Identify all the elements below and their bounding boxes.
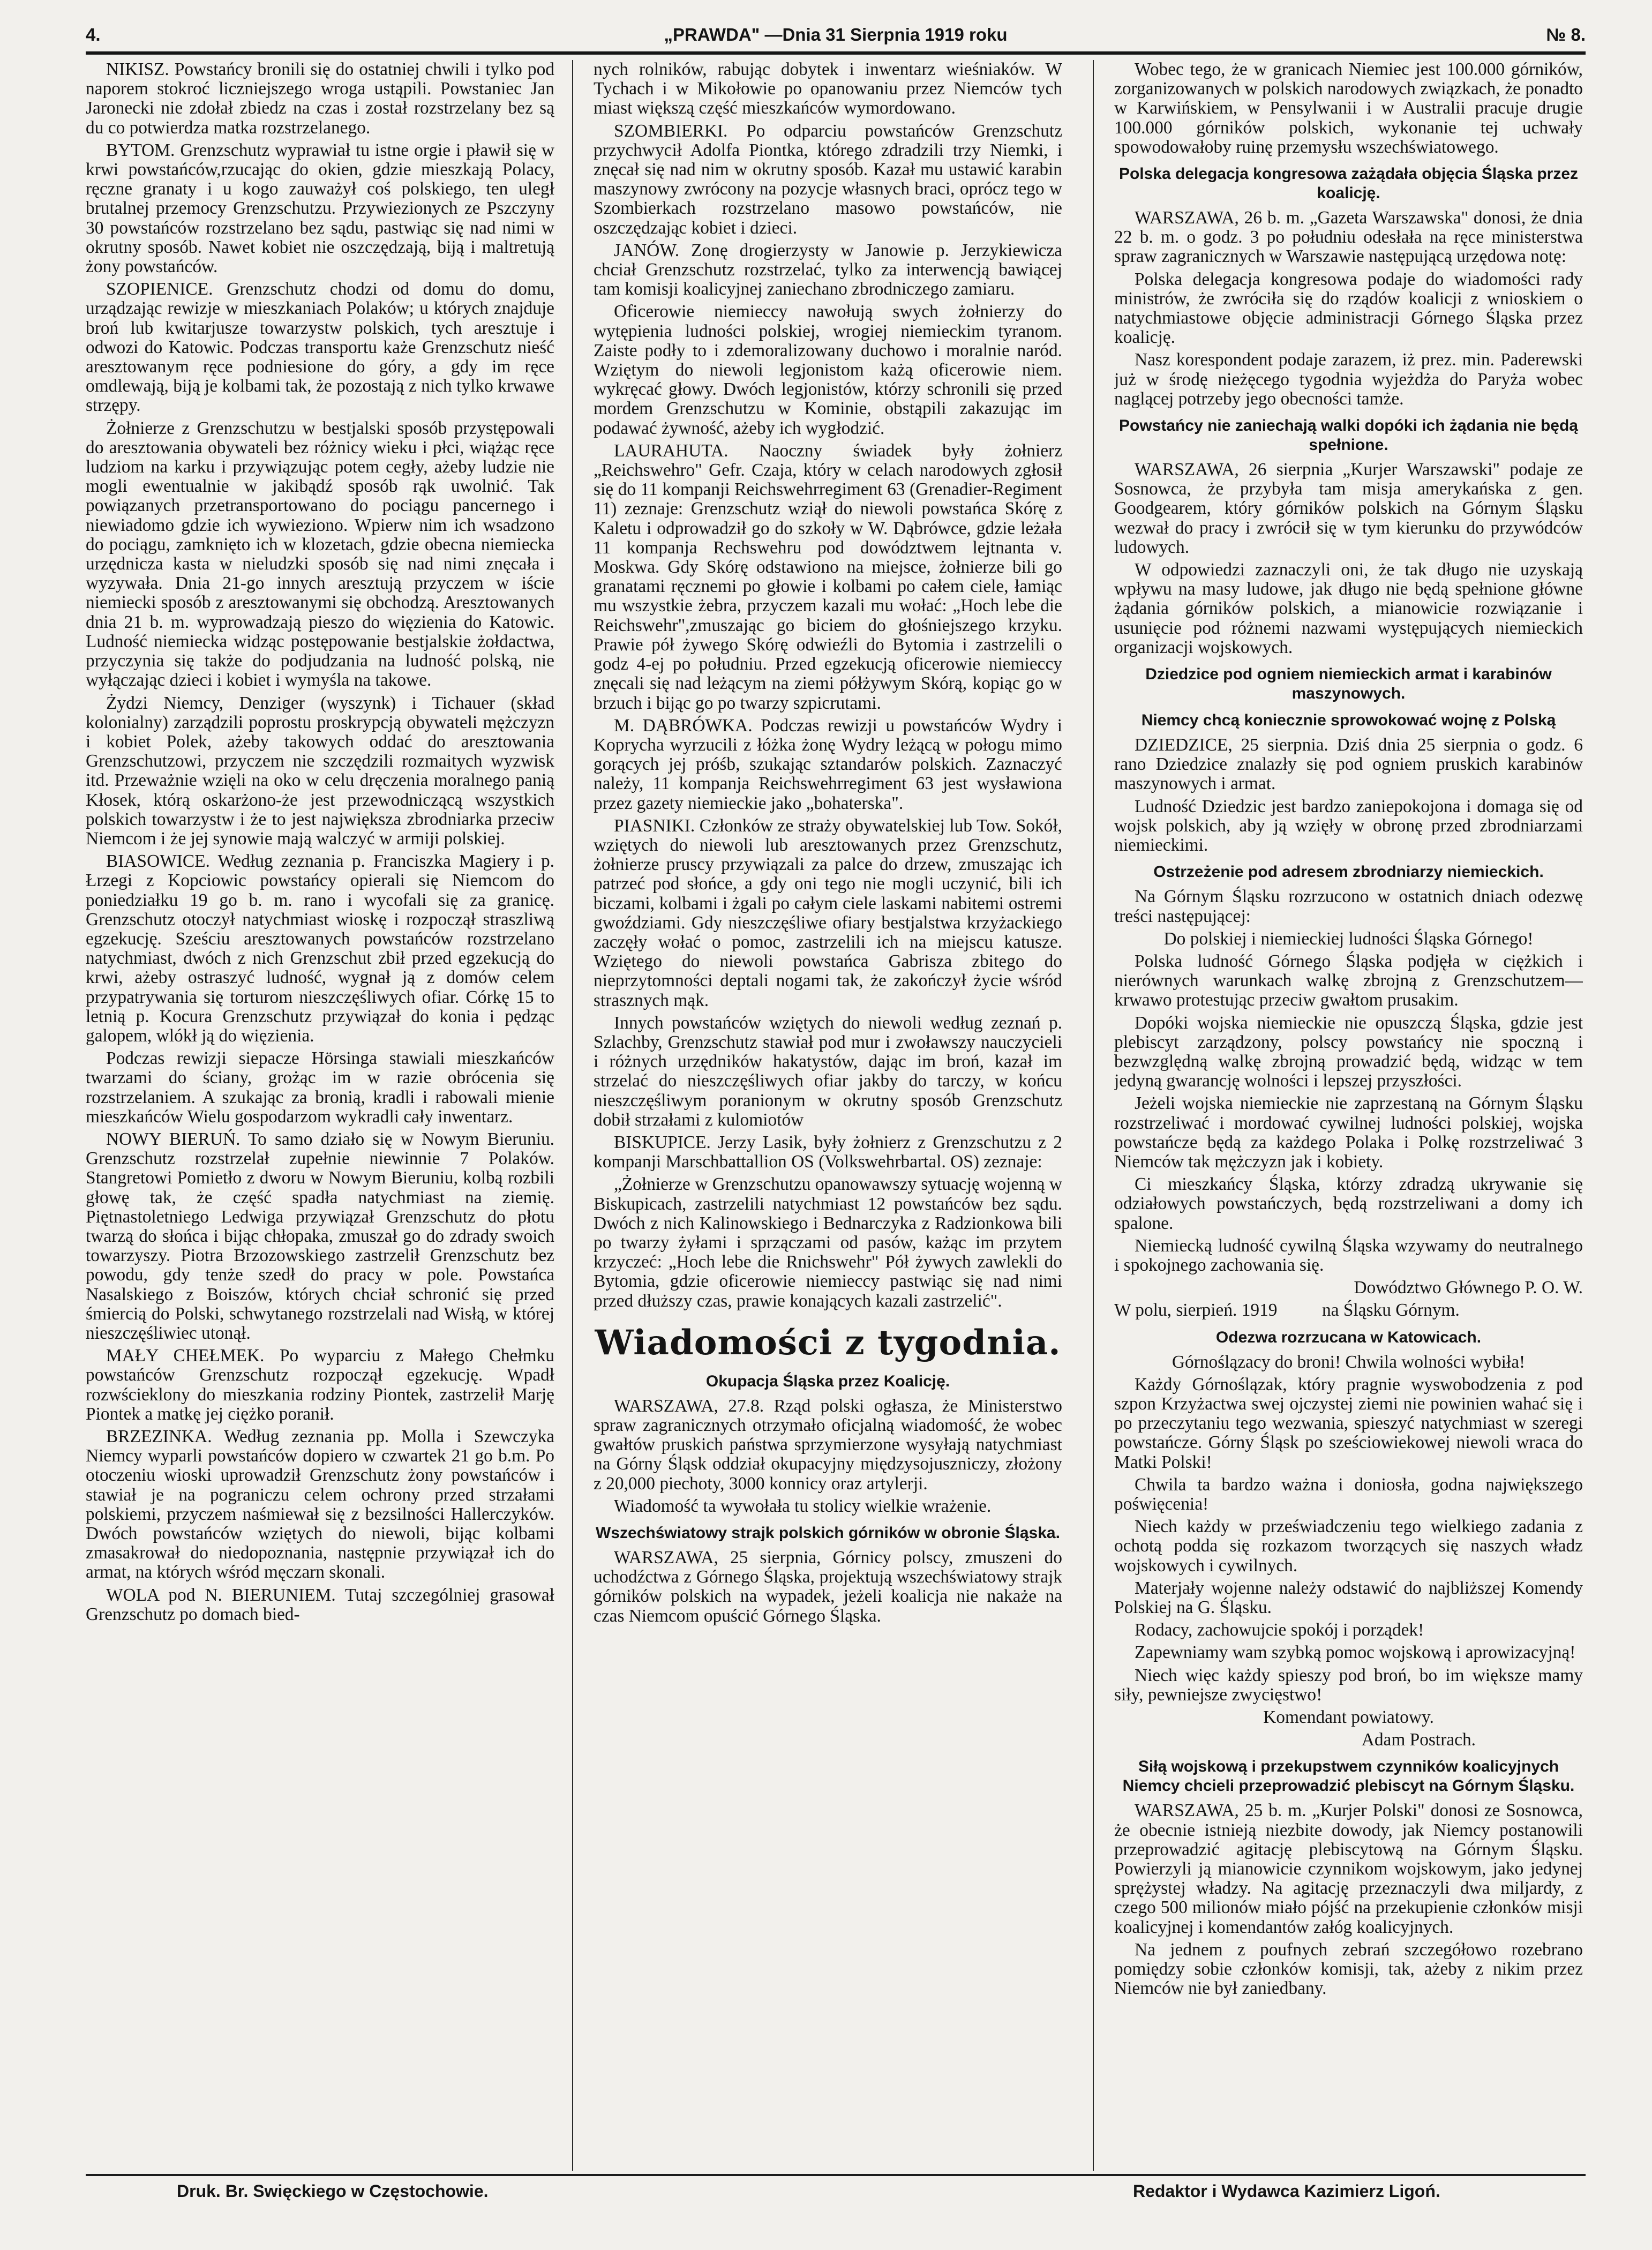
issue-number: № 8.	[1546, 25, 1586, 44]
paragraph: Wiadomość ta wywołała tu stolicy wielkie wrażenie.	[614, 1496, 992, 1516]
headline: Powstańcy nie zaniechają walki dopóki ich żądania nie będą spełnione.	[1119, 417, 1578, 454]
paragraph: W odpowiedzi zaznaczyli oni, że tak długo nie uzyskają wpływu na masy ludowe, jak długo nie będą spełnione główne żądania górników polskich, a mianowicie rozwiązanie i usunięcie pod różnemi nazwami występujących niemieckich organizacji wojskowych.	[1114, 560, 1583, 657]
article-brzezinka: BRZEZINKA. Według zeznania pp. Molla i Szewczyka Niemcy wyparli powstańców dopiero w czwartek 21 go b.m. Po otoczeniu wioski uprowadził Grenzschutz żony powstańców i stawiał je na pograniczu celem ochrony przed strzałami polskiemi, przyczem naśmiewał się z bezsilności Hallerczyków. Dwóch powstańców wziętych do niewoli, bijąc kolbami zmasakrował do niedopoznania, następnie przywiązał ich do armat, na których wśród męczarn skonali.	[86, 1427, 554, 1582]
paragraph: Rodacy, zachowujcie spokój i porządek!	[1135, 1620, 1424, 1640]
column-divider	[572, 60, 573, 2171]
proclamation-title: Górnoślązacy do broni! Chwila wolności wybiła!	[1172, 1352, 1526, 1372]
column-3	[1114, 60, 1583, 2165]
paragraph: WARSZAWA, 26 b. m. „Gazeta Warszawska" donosi, że dnia 22 b. m. o godz. 3 po południu odesłała na ręce ministerstwa spraw zagranicznych w Warszawie następującą urzędowa notę:	[1114, 208, 1583, 267]
headline: Dziedzice pod ogniem niemieckich armat i karabinów maszynowych.	[1145, 665, 1552, 703]
headline: Wszechświatowy strajk polskich górników w obronie Śląska.	[596, 1524, 1060, 1542]
article-biskupice: BISKUPICE. Jerzy Lasik, były żołnierz z Grenzschutzu z 2 kompanji Marschbattallion OS (Volkswehrbartal. OS) zeznaje:	[594, 1132, 1062, 1172]
page-number: 4.	[86, 25, 101, 44]
column-2	[594, 60, 1062, 2165]
article-szombierki: SZOMBIERKI. Po odparciu powstańców Grenzschutz przychwycił Adolfa Piontka, którego zdradzili trzy Niemki, i znęcał się nad nim w okrutny sposób. Kazał mu ustawić karabin maszynowy zwrócony na pozycje własnych braci, oprócz tego w Szombierkach rozstrzelano masowo powstańców, nie oszczędzając kobiet i dzieci.	[594, 121, 1062, 238]
column-1	[86, 60, 554, 2165]
paragraph: Ci mieszkańcy Śląska, którzy zdradzą ukrywanie się odziałowych powstańczych, będą rozstrzeliwani a domy ich spalone.	[1114, 1174, 1583, 1233]
paragraph: Niech więc każdy spieszy pod broń, bo im większe mamy siły, pewniejsze zwycięstwo!	[1114, 1665, 1583, 1705]
headline: Niemcy chcą koniecznie sprowokować wojnę z Polską	[1141, 711, 1556, 730]
paragraph: Jeżeli wojska niemieckie nie zaprzestaną na Górnym Śląsku rozstrzeliwać i mordować cywilnej ludności polskiej, wojska powstańcze będą za każdego Polaka i Polkę rozstrzeliwać 3 Niemców tak mężczyzn jak i kobiety.	[1114, 1093, 1583, 1172]
paragraph: Polska delegacja kongresowa podaje do wiadomości rady ministrów, że zwróciła się do rządów koalicji z wnioskiem o natychmiastowe objęcie administracji Górnego Śląska przez koalicję.	[1114, 269, 1583, 348]
signature: Dowództwo Głównego P. O. W.	[1354, 1278, 1583, 1298]
headline: Siłą wojskową i przekupstwem czynników koalicyjnych Niemcy chcieli przeprowadzić plebiscyt na Górnym Śląsku.	[1122, 1758, 1575, 1795]
article-bytom: BYTOM. Grenzschutz wyprawiał tu istne orgie i pławił się w krwi powstańców,rzucając do okien, gdzie mieszkają Polacy, ręczne granaty i u kogo zauważył coś polskiego, ten uległ brutalnej przemocy Grenzschutzu. Przywiezionych ze Pszczyny 30 powstańców rozstrzelano bez sądu, pastwiąc się nad nimi w okrutny sposób. Nawet kobiet nie oszczędzają, biją i maltretują żony powstańców.	[86, 140, 554, 277]
article-m-dabrowka: M. DĄBRÓWKA. Podczas rewizji u powstańców Wydry i Koprycha wyrzucili z łóżka żonę Wydry leżącą w połogu mimo gorących jej próśb, szukając sztandarów polskich. Zaznaczyć należy, 11 kompanja Reichswehrregiment 63 jest wysławiona przez gazety niemieckie jako „bohaterska".	[594, 715, 1062, 813]
paragraph: Niemiecką ludność cywilną Śląska wzywamy do neutralnego i spokojnego zachowania się.	[1114, 1235, 1583, 1275]
paragraph: Materjały wojenne należy odstawić do najbliższej Komendy Polskiej na G. Śląsku.	[1114, 1578, 1583, 1617]
paragraph: WARSZAWA, 25 b. m. „Kurjer Polski" donosi ze Sosnowca, że obecnie istnieją niezbite dowody, jak Niemcy postanowili przeprowadzić agitację plebiscytową na Górnym Śląsku. Powierzyli ją mianowicie czynnikom wojskowym, jako jedynej sprężystej władzy. Na agitację przeznaczyli dwa miljardy, z czego 500 milionów miało pójść na przekupienie członków misji koalicyjnej i komendantów załóg koalicyjnych.	[1114, 1801, 1583, 1937]
article-nikisz: NIKISZ. Powstańcy bronili się do ostatniej chwili i tylko pod naporem stokroć liczniejszego wroga ustąpili. Powstaniec Jan Jaronecki nie zdołał zbiedz na czas i został rozstrzelany bez są du co potwierdza matka rozstrzelanego.	[86, 60, 554, 138]
paragraph: nych rolników, rabując dobytek i inwentarz wieśniaków. W Tychach i w Mikołowie po opanowaniu przez Niemców tych miast większą część mieszkańców wymordowano.	[594, 60, 1062, 118]
paragraph: Oficerowie niemieccy nawołują swych żołnierzy do wytępienia ludności polskiej, wrogiej niemieckim tyranom. Zaiste podły to i zdemoralizowany duchowo i moralnie naród. Wziętym do niewoli legjonistom każą oficerowie niem. wykręcać głowy. Dwóch legjonistów, którzy schronili się przed mordem Grenzschutzu w Kominie, obstąpili zakazując im podawać żywność, ażeby ich wygłodzić.	[594, 302, 1062, 438]
paragraph: Na Górnym Śląsku rozrzucono w ostatnich dniach odezwę treści następującej:	[1114, 887, 1583, 926]
paragraph: Ludność Dziedzic jest bardzo zaniepokojona i domaga się od wojsk polskich, aby ją wzięły w obronę przed zbrodniarzami niemieckimi.	[1114, 796, 1583, 856]
headline: Okupacja Śląska przez Koalicję.	[705, 1372, 950, 1390]
masthead-title: „PRAWDA" —Dnia 31 Sierpnia 1919 roku	[664, 25, 1008, 44]
paragraph: DZIEDZICE, 25 sierpnia. Dziś dnia 25 sierpnia o godz. 6 rano Dziedzice znalazły się pod ogniem pruskich karabinów maszynowych i armat.	[1114, 735, 1583, 794]
editor-imprint: Redaktor i Wydawca Kazimierz Ligoń.	[1133, 2181, 1440, 2201]
headline: Ostrzeżenie pod adresem zbrodniarzy niemieckich.	[1153, 863, 1544, 881]
footer-rule	[86, 2174, 1586, 2176]
paragraph: Polska ludność Górnego Śląska podjęła w ciężkich i nierównych warunkach walkę zbrojną z Grenzschutzem—krwawo protestując przeciw gwałtom prusakim.	[1114, 951, 1583, 1010]
paragraph: Nasz korespondent podaje zarazem, iż prez. min. Paderewski już w środę nieżęcego tygodnia wyjeżdża do Paryża wobec naglącej potrzeby jego obecności tamże.	[1114, 350, 1583, 409]
article-janow: JANÓW. Zonę drogierzysty w Janowie p. Jerzykiewicza chciał Grenzschutz rozstrzelać, tylko za interwencją bawiącej tam komisji koalicyjnej zaniechano zbrodniczego zamiaru.	[594, 240, 1062, 299]
article-maly-chelmek: MAŁY CHEŁMEK. Po wyparciu z Małego Chełmku powstańców Grenzschutz rozpoczął egzekucję. Wpadł rozwścieklony do mieszkania rodziny Piontek, zastrzelił Marję Piontek a matkę jej ciężko poranił.	[86, 1346, 554, 1424]
page-header	[86, 20, 1586, 55]
paragraph: Podczas rewizji siepacze Hörsinga stawiali mieszkańców twarzami do ściany, grożąc im w razie obrócenia się rozstrzelaniem. A szukając za bronią, kradli i rabowali mienie mieszkańców Wielu gospodarzom wykradli cały inwentarz.	[86, 1048, 554, 1127]
paragraph: Niech każdy w przeświadczeniu tego wielkiego zadania z ochotą podda się rozkazom tworzących się naszych władz wojskowych i cywilnych.	[1114, 1517, 1583, 1576]
article-szopienice: SZOPIENICE. Grenzschutz chodzi od domu do domu, urządzając rewizje w mieszkaniach Polaków; u których znajduje broń lub kwitarjusze towarzystw polskich, tych aresztuje i odwozi do Katowic. Podczas transportu każe Grenzschutz nieść aresztowanym ręce podniesione do góry, a gdy im ręce omdlewają, biją je kolbami tak, że pozostają z nich tylko krwawe strzępy.	[86, 279, 554, 416]
paragraph: Innych powstańców wziętych do niewoli według zeznań p. Szlachby, Grenzschutz stawiał pod mur i zwoławszy nauczycieli i różnych urzędników hakatystów, dając im broń, kazał im strzelać do nieszczęśliwych ofiar jakby do tarczy, w końcu nieszczęśliwym poranionym w okrutny sposób Grenzschutz dobił strzałami z kulomiotów	[594, 1012, 1062, 1130]
article-biasowice: BIASOWICE. Według zeznania p. Franciszka Magiery i p. Łrzegi z Kopciowic powstańcy opierali się Niemcom do poniedziałku 19 go b. m. rano i wycofali się za granicę. Grenzschutz otoczył natychmiast wioskę i rozpoczął straszliwą egzekucję. Sześciu aresztowanych powstańców rozstrzelano natychmiast, dwóch z nich Grenzschut zbił przed egzekucją do krwi, ażeby ostraszyć ludność, wygnał ją z domów celem przypatrywania się torturom nieszczęśliwych ofiar. Córkę 15 to letnią p. Kocura Grenzschutz przywiązał do konia i pędząc galopem, wlókł ją do więzienia.	[86, 851, 554, 1046]
section-banner: Wiadomości z tygodnia.	[595, 1322, 1061, 1363]
paragraph: Zapewniamy wam szybką pomoc wojskową i aprowizacyjną!	[1135, 1642, 1576, 1663]
article-piasniki: PIASNIKI. Członków ze straży obywatelskiej lub Tow. Sokół, wziętych do niewoli lub aresztowanych przez Grenzschutz, żołnierze pruscy przywiązali za palce do drzew, zmuszając ich patrzeć pod słońce, a gdy oni tego nie mogli uczynić, bili ich biczami, kolbami i żgali po całym ciele laskami nabitemi ostremi gwoździami. Gdy nieszczęśliwe ofiary bestjalstwa krzyżackiego zaczęły wołać o pomoc, zastrzelili ich na miejscu katusze. Wziętego do niewoli powstańca Gabrisza zbitego do nieprzytomności deptali nogami tak, że zakończył życie wśród strasznych mąk.	[594, 815, 1062, 1010]
paragraph: Na jednem z poufnych zebrań szczegółowo rozebrano pomiędzy sobie członków komisji, tak, ażeby z nikim przez Niemców nie był zaniedbany.	[1114, 1939, 1583, 1999]
article-wola: WOLA pod N. BIERUNIEM. Tutaj szczególniej grasował Grenzschutz po domach bied-	[86, 1585, 554, 1624]
printer-imprint: Druk. Br. Swięckiego w Częstochowie.	[177, 2181, 489, 2201]
headline: Polska delegacja kongresowa zażądała objęcia Śląska przez koalicję.	[1118, 165, 1579, 202]
headline: Odezwa rozrzucana w Katowicach.	[1215, 1328, 1482, 1346]
paragraph: Dopóki wojska niemieckie nie opuszczą Śląska, gdzie jest plebiscyt zarządzony, polscy powstańcy nie spoczną i bezwzględną walkę zbrojną prowadzić będą, widząc w tem jedyną gwarancję wolności i lepszej przyszłości.	[1114, 1012, 1583, 1091]
signature: Komendant powiatowy.	[1263, 1707, 1434, 1728]
article-nowy-bierun: NOWY BIERUŃ. To samo działo się w Nowym Bieruniu. Grenzschutz rozstrzelał zupełnie niewinnie 7 Polaków. Stangretowi Pomietło z dworu w Nowym Bieruniu, kolbą rozbili głowę tak, że część spadła natychmiast na ziemię. Piętnastoletniego Ledwiga przywiązał Grenzschutz do płotu twarzą do słońca i bijąc chłopaka, zmuszał go do zdrady swoich towarzyszy. Piotra Brzozowskiego zastrzelił Grenzschutz bez powodu, gdy tenże szedł do pracy w pole. Powstańca Nasalskiego z Boiszów, których chciał schronić się przed śmiercią do Polski, schwytanego rozstrzelali nad Wisłą, w której nieszczęśliwiec utonął.	[86, 1129, 554, 1343]
paragraph: Chwila ta bardzo ważna i doniosła, godna największego poświęcenia!	[1114, 1474, 1583, 1514]
quotation: „Żołnierze w Grenzschutzu opanowawszy sytuację wojenną w Biskupicach, zastrzelili natychmiast 12 powstańców bez sądu. Dwóch z nich Kalinowskiego i Bednarczyka z Radzionkowa bili po twarzy żyłami i sprzączami od pasów, każąc im przytem krzyczeć: „Hoch lebe die Rnichswehr" Pół żywych zawlekli do Bytomia, gdzie oficerowie niemieccy pastwiąc się nad nimi przed dłuższy czas, prawie konających kazali zastrzelić".	[594, 1174, 1062, 1311]
column-divider	[1093, 60, 1094, 2171]
paragraph: Żydzi Niemcy, Denziger (wyszynk) i Tichauer (skład kolonialny) zarządzili poprostu proskrypcją obywateli mężczyzn i kobiet Polek, ażeby takowych oddać do aresztowania Grenzschutzowi, przyczem nie szczędzili rozmaitych wyzwisk itd. Przeważnie wzięli na oko w celu dręczenia moralnego panią Kłosek, którą oskarżono-że jest przewodniczącą wszystkich polskich towarzystw i że to jest największa zbrodniarka przeciw Niemcom i że jej synowie mają walczyć w armiji polskiej.	[86, 693, 554, 849]
paragraph: WARSZAWA, 25 sierpnia, Górnicy polscy, zmuszeni do uchodźctwa z Górnego Śląska, projektują wszechświatowy strajk górników polskich na wypadek, jeżeli koalicja nie nakaże na czas Niemcom opuścić Górnego Śląska.	[594, 1548, 1062, 1626]
proclamation-title: Do polskiej i niemieckiej ludności Śląska Górnego!	[1163, 928, 1534, 949]
paragraph: Wobec tego, że w granicach Niemiec jest 100.000 górników, zorganizowanych w polskich narodowych związkach, że ponadto w Karwińskiem, w Pensylwanii i w Australii pracuje drugie 100.000 górników polskich, wykonanie tej uchwały spowodowałoby ruinę przemysłu wszechświatowego.	[1114, 60, 1583, 157]
paragraph: Każdy Górnoślązak, który pragnie wyswobodzenia z pod szpon Krzyżactwa swej ojczystej ziemi nie powinien wahać się i po przeczytaniu tego wezwania, spieszyć natychmiast w szeregi powstańcze. Górny Śląsk po sześciowiekowej niewoli wraca do Matki Polski!	[1114, 1374, 1583, 1472]
paragraph: WARSZAWA, 26 sierpnia „Kurjer Warszawski" podaje ze Sosnowca, że przybyła tam misja amerykańska z gen. Goodgearem, który górników polskich na Górnym Śląsku wezwał do pracy i zwrócił się w tym kierunku do przywódców ludowych.	[1114, 460, 1583, 557]
signature: Adam Postrach.	[1361, 1730, 1476, 1750]
paragraph: Żołnierze z Grenzschutzu w bestjalski sposób przystępowali do aresztowania obywateli bez różnicy wieku i płci, wiążąc ręce ludziom na karku i przywiązując potem cegły, ażeby ludzie nie mogli ewentualnie w jakibądź sposób rąk uwolnić. Tak powiązanych przetransportowano do pociągu pancernego i niewiadomo gdzie ich wywieziono. Wpierw nim ich wsadzono do pociągu, zamknięto ich w klozetach, gdzie obecna niemiecka urzędnicza kasta w nieludzki sposób się nad nimi znęcała i wyzywała. Dnia 21-go innych aresztują przyczem w iście niemiecki sposób z aresztowanymi się obchodzą. Aresztowanych dnia 21 b. m. wyprowadzają pieszo do więzienia do Katowic. Ludność niemiecka widząc postępowanie bestjalskie żołdactwa, przyczynia się także do podjudzania na ludność polską, nie wyłączając dzieci i kobiet i wymyśla na takowe.	[86, 418, 554, 691]
paragraph: WARSZAWA, 27.8. Rząd polski ogłasza, że Ministerstwo spraw zagranicznych otrzymało oficjalną wiadomość, że wobec gwałtów pruskich państwa sprzymierzone wysyłają natychmiast na Górny Śląsk oddział okupacyjny międzysojuszniczy, złożony z 20,000 piechoty, 3000 konnicy oraz artylerji.	[594, 1396, 1062, 1494]
signature-place: W polu, sierpień. 1919 na Śląsku Górnym.	[1114, 1300, 1460, 1321]
article-laurahuta: LAURAHUTA. Naoczny świadek były żołnierz „Reichswehro" Gefr. Czaja, który w celach narodowych zgłosił się do 11 kompanji Reichswehrregiment 63 (Grenadier-Regiment 11) zeznaje: Grenzschutz wziął do niewoli powstańca Skórę z Kaletu i odprowadził go do szkoły w W. Dąbrówce, gdzie leżała 11 kompanja Rechswehru pod dowództwem lejtnanta v. Moskwa. Gdy Skórę odstawiono na miejsce, żołnierze bili go granatami ręcznemi po głowie i kolbami po całem ciele, łamiąc mu wszystkie żebra, przyczem kazali mu wołać: „Hoch lebe die Reichswehr",zmuszając go biciem do głośniejszego krzyku. Prawie pół żywego Skórę odwieźli do Bytomia i zastrzelili o godz 4-ej po południu. Przed egzekucją oficerowie niemieccy znęcali się nad leżącym na ziemi półżywym Skórą, kopiąc go w brzuch i bijąc go po twarzy szpicrutami.	[594, 440, 1062, 713]
